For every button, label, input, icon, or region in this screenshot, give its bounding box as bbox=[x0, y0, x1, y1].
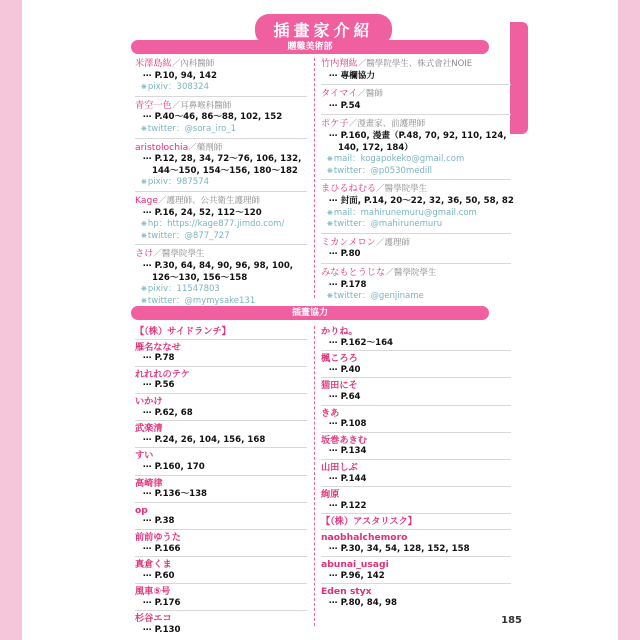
artist-name: 楓ころろ bbox=[321, 353, 358, 365]
artist-name: op bbox=[135, 504, 148, 516]
artist-name: すい bbox=[135, 450, 154, 462]
twitter-icon: ❋ bbox=[327, 166, 333, 175]
artist-link bbox=[135, 231, 307, 243]
artist-name-line bbox=[321, 118, 511, 131]
section2-header: 插畫協力 bbox=[131, 306, 489, 320]
artist-name-line bbox=[321, 380, 511, 392]
artist-name-line bbox=[321, 435, 511, 447]
artist-link bbox=[321, 208, 511, 220]
artist-link bbox=[135, 82, 307, 94]
artist-name: 高崎律 bbox=[135, 477, 163, 489]
artist-entry bbox=[135, 100, 307, 139]
artist-name-line bbox=[321, 559, 511, 571]
artist-entry bbox=[135, 58, 307, 97]
artist-entry bbox=[135, 505, 307, 530]
artist-name-line bbox=[135, 450, 307, 462]
artist-name: 青空一色 bbox=[135, 99, 172, 111]
artist-role: ／醫學院學生 bbox=[376, 184, 428, 195]
hp-icon: ❋ bbox=[141, 220, 147, 229]
artist-pages: ⋯ 封面, P.14, 20～22, 32, 36, 50, 58, 82 bbox=[329, 195, 514, 206]
artist-name-line bbox=[135, 505, 307, 517]
artist-name: 風車⑤号 bbox=[135, 586, 171, 598]
artist-link-text: twitter：@877_727 bbox=[147, 230, 230, 241]
artist-pages: ⋯ P.178 bbox=[329, 279, 367, 290]
twitter-icon: ❋ bbox=[327, 220, 333, 229]
artist-name: ポケ子 bbox=[321, 118, 349, 130]
artist-name-line bbox=[135, 559, 307, 571]
artist-entry bbox=[321, 326, 511, 351]
artist-entry bbox=[135, 195, 307, 245]
artist-pages: ⋯ P.80 bbox=[329, 249, 361, 260]
artist-name: みなもとうじな bbox=[321, 266, 386, 278]
page-number: 185 bbox=[501, 615, 522, 626]
artist-name: ミカンメロン bbox=[321, 236, 376, 248]
artist-link-text: pixiv：308324 bbox=[147, 82, 210, 93]
artist-entry bbox=[321, 267, 511, 305]
twitter-icon: ❋ bbox=[141, 231, 147, 240]
artist-name-line bbox=[135, 58, 307, 71]
artist-link-text: twitter：@sora_iro_1 bbox=[147, 123, 237, 134]
artist-name-line bbox=[321, 237, 511, 250]
artist-name: 山田しぶ bbox=[321, 461, 358, 473]
artist-entry bbox=[321, 462, 511, 487]
artist-name: 雁名ななせ bbox=[135, 341, 181, 353]
artist-entry bbox=[135, 423, 307, 448]
artist-entry bbox=[135, 342, 307, 367]
artist-name: 【（株）サイドランチ】 bbox=[135, 326, 231, 337]
artist-pages: ⋯ P.160, 漫畫（P.48, 70, 92, 110, 124, 140, 172, 184） bbox=[329, 130, 507, 153]
artist-name: Eden styx bbox=[321, 586, 372, 598]
artist-entry bbox=[135, 613, 307, 637]
artist-name-line bbox=[135, 369, 307, 381]
artist-pages: ⋯ P.62, 68 bbox=[143, 407, 193, 418]
artist-name: 真倉くま bbox=[135, 559, 172, 571]
artist-link bbox=[321, 219, 511, 231]
artist-pages: ⋯ P.54 bbox=[329, 100, 361, 111]
artist-name-line bbox=[321, 532, 511, 544]
artist-role: ／漫畫家、前護理師 bbox=[348, 119, 426, 130]
artist-pages: ⋯ P.134 bbox=[329, 446, 367, 457]
artist-entry bbox=[321, 118, 511, 180]
artist-pages: ⋯ P.136～138 bbox=[143, 489, 208, 500]
artist-entry bbox=[135, 396, 307, 421]
artist-name-line bbox=[135, 248, 307, 261]
artist-pages: ⋯ P.40 bbox=[329, 364, 361, 375]
artist-name-line bbox=[321, 353, 511, 365]
artist-link-text: twitter：@mahirunemuru bbox=[333, 219, 443, 230]
section2-right-column bbox=[321, 326, 511, 612]
artist-name-line bbox=[135, 326, 307, 338]
artist-pages: ⋯ P.80, 84, 98 bbox=[329, 597, 397, 608]
artist-name-line bbox=[135, 613, 307, 625]
twitter-icon: ❋ bbox=[327, 292, 333, 301]
artist-role: ／醫學院學生 bbox=[385, 267, 437, 278]
artist-link bbox=[135, 284, 307, 296]
artist-name: 杉谷エコ bbox=[135, 613, 172, 625]
artist-pages: ⋯ P.12, 28, 34, 72～76, 106, 132, 144～150, 154～156, 180～182 bbox=[143, 154, 302, 176]
right-pink-band bbox=[618, 0, 640, 640]
artist-name-line bbox=[321, 462, 511, 474]
artist-name-line bbox=[321, 267, 511, 280]
artist-entry bbox=[321, 380, 511, 405]
artist-link-text: pixiv：987574 bbox=[147, 177, 210, 188]
artist-entry bbox=[321, 435, 511, 460]
artist-link bbox=[321, 291, 511, 303]
artist-entry bbox=[321, 88, 511, 115]
section2-divider bbox=[314, 326, 315, 626]
artist-entry bbox=[321, 58, 511, 85]
artist-role: ／醫學院學生、株式會社NOIE bbox=[357, 59, 473, 69]
artist-name: aristolochia bbox=[135, 141, 189, 153]
artist-entry bbox=[321, 586, 511, 610]
artist-pages: ⋯ P.64 bbox=[329, 391, 361, 402]
artist-name-line bbox=[135, 195, 307, 208]
artist-name: naobhalchemoro bbox=[321, 531, 408, 543]
artist-entry bbox=[135, 326, 307, 340]
artist-name: 猫田にそ bbox=[321, 380, 358, 392]
artist-entry bbox=[135, 142, 307, 192]
artist-pages: ⋯ P.10, 94, 142 bbox=[143, 70, 217, 81]
artist-entry bbox=[135, 369, 307, 394]
artist-pages: ⋯ P.30, 64, 84, 90, 96, 98, 100, 126～130, 156～158 bbox=[143, 260, 294, 283]
artist-pages: ⋯ P.162～164 bbox=[329, 337, 394, 348]
pixiv-icon: ❋ bbox=[141, 178, 147, 187]
artist-entry bbox=[321, 353, 511, 378]
artist-link-text: pixiv：11547803 bbox=[147, 284, 220, 295]
artist-name-line bbox=[135, 478, 307, 490]
twitter-icon: ❋ bbox=[141, 296, 147, 305]
section1-divider bbox=[314, 58, 315, 298]
artist-entry bbox=[135, 532, 307, 557]
artist-role: ／醫師 bbox=[357, 89, 383, 100]
artist-name-line bbox=[135, 532, 307, 544]
artist-entry bbox=[321, 237, 511, 264]
artist-pages: ⋯ P.96, 142 bbox=[329, 570, 385, 581]
artist-role: ／護理師 bbox=[375, 237, 410, 248]
artist-name-line bbox=[321, 58, 511, 71]
artist-pages: ⋯ P.56 bbox=[143, 380, 175, 391]
artist-pages: ⋯ P.78 bbox=[143, 353, 175, 364]
artist-pages: ⋯ 專欄協力 bbox=[329, 70, 375, 81]
artist-entry bbox=[321, 532, 511, 557]
artist-name: abunai_usagi bbox=[321, 559, 389, 571]
artist-link bbox=[135, 219, 307, 231]
artist-name: タイマイ bbox=[321, 88, 358, 100]
artist-name-line bbox=[321, 586, 511, 598]
artist-name-line bbox=[321, 408, 511, 420]
artist-pages: ⋯ P.30, 34, 54, 128, 152, 158 bbox=[329, 543, 470, 554]
artist-entry bbox=[321, 183, 514, 233]
section1-header: 贈難美術部 bbox=[131, 40, 489, 54]
artist-entry bbox=[135, 478, 307, 503]
artist-entry bbox=[321, 559, 511, 584]
artist-link bbox=[321, 166, 511, 178]
artist-link-text: twitter：@genjiname bbox=[333, 291, 424, 302]
artist-name: 武楽清 bbox=[135, 423, 163, 435]
artist-name: 米澤島紘 bbox=[135, 58, 172, 69]
artist-link-text: hp：https://kage877.jimdo.com/ bbox=[147, 219, 285, 230]
twitter-icon: ❋ bbox=[141, 124, 147, 133]
artist-name: 絢原 bbox=[321, 489, 340, 501]
mail-icon: ❋ bbox=[327, 208, 333, 217]
artist-pages: ⋯ P.176 bbox=[143, 597, 181, 608]
artist-name: 【（株）アスタリスク】 bbox=[321, 516, 417, 528]
section1-left-column bbox=[135, 58, 307, 312]
artist-name: いかけ bbox=[135, 395, 163, 407]
artist-link bbox=[321, 154, 511, 166]
pixiv-icon: ❋ bbox=[141, 83, 147, 92]
artist-entry bbox=[135, 248, 307, 309]
artist-link bbox=[135, 177, 307, 189]
artist-name-line bbox=[135, 142, 307, 155]
artist-pages: ⋯ P.38 bbox=[143, 516, 175, 527]
artist-entry bbox=[321, 516, 511, 530]
artist-name-line bbox=[135, 342, 307, 354]
artist-pages: ⋯ P.108 bbox=[329, 419, 367, 430]
artist-role: ／護理師、公共衛生護理師 bbox=[157, 195, 260, 206]
artist-role: ／醫學院學生 bbox=[153, 249, 205, 260]
page-title: 插畫家介紹 bbox=[255, 14, 391, 45]
artist-name-line bbox=[321, 88, 511, 101]
artist-name: れれれのテケ bbox=[135, 368, 190, 380]
artist-entry bbox=[135, 586, 307, 611]
artist-pages: ⋯ P.130 bbox=[143, 625, 181, 636]
artist-link-text: mail：mahirunemuru@gmail.com bbox=[333, 207, 477, 218]
artist-pages: ⋯ P.24, 26, 104, 156, 168 bbox=[143, 434, 266, 445]
artist-name-line bbox=[321, 489, 511, 501]
artist-name: かりね。 bbox=[321, 326, 358, 337]
artist-pages: ⋯ P.122 bbox=[329, 500, 367, 511]
artist-name: さけ bbox=[135, 248, 154, 260]
artist-link bbox=[135, 124, 307, 136]
artist-link-text: twitter：@mymysake131 bbox=[147, 295, 256, 306]
mail-icon: ❋ bbox=[327, 155, 333, 164]
artist-entry bbox=[321, 489, 511, 514]
artist-pages: ⋯ P.160, 170 bbox=[143, 461, 205, 472]
artist-name: 竹内翔紘 bbox=[321, 58, 358, 69]
artist-pages: ⋯ P.16, 24, 52, 112～120 bbox=[143, 207, 262, 218]
section1-right-column bbox=[321, 58, 514, 308]
content-sheet bbox=[131, 8, 516, 634]
artist-link-text: mail：kogapokeko@gmail.com bbox=[333, 154, 465, 165]
artist-role: ／藥劑師 bbox=[188, 142, 223, 153]
artist-role: ／耳鼻喉科醫師 bbox=[171, 100, 232, 111]
artist-name-line bbox=[135, 423, 307, 435]
artist-pages: ⋯ P.166 bbox=[143, 543, 181, 554]
artist-entry bbox=[135, 450, 307, 475]
artist-name: 前前ゆうた bbox=[135, 531, 181, 543]
artist-name-line bbox=[135, 586, 307, 598]
artist-entry bbox=[321, 408, 511, 433]
section2-left-column bbox=[135, 326, 307, 640]
artist-name: きあ bbox=[321, 407, 340, 419]
artist-role: ／內科醫師 bbox=[171, 59, 215, 69]
artist-pages: ⋯ P.40～46, 86～88, 102, 152 bbox=[143, 112, 283, 123]
artist-name-line bbox=[135, 100, 307, 113]
artist-entry bbox=[135, 559, 307, 584]
artist-pages: ⋯ P.144 bbox=[329, 473, 367, 484]
artist-pages: ⋯ P.60 bbox=[143, 570, 175, 581]
artist-link-text: twitter：@p0530medill bbox=[333, 165, 432, 176]
artist-name-line bbox=[321, 183, 511, 196]
left-pink-band bbox=[0, 0, 22, 640]
artist-name: まひるねむる bbox=[321, 183, 377, 195]
artist-name: 坂巻あきむ bbox=[321, 434, 367, 446]
artist-name-line bbox=[321, 516, 511, 528]
pixiv-icon: ❋ bbox=[141, 285, 147, 294]
artist-name-line bbox=[135, 396, 307, 408]
artist-name-line bbox=[321, 326, 511, 338]
artist-name: Kage bbox=[135, 194, 158, 206]
